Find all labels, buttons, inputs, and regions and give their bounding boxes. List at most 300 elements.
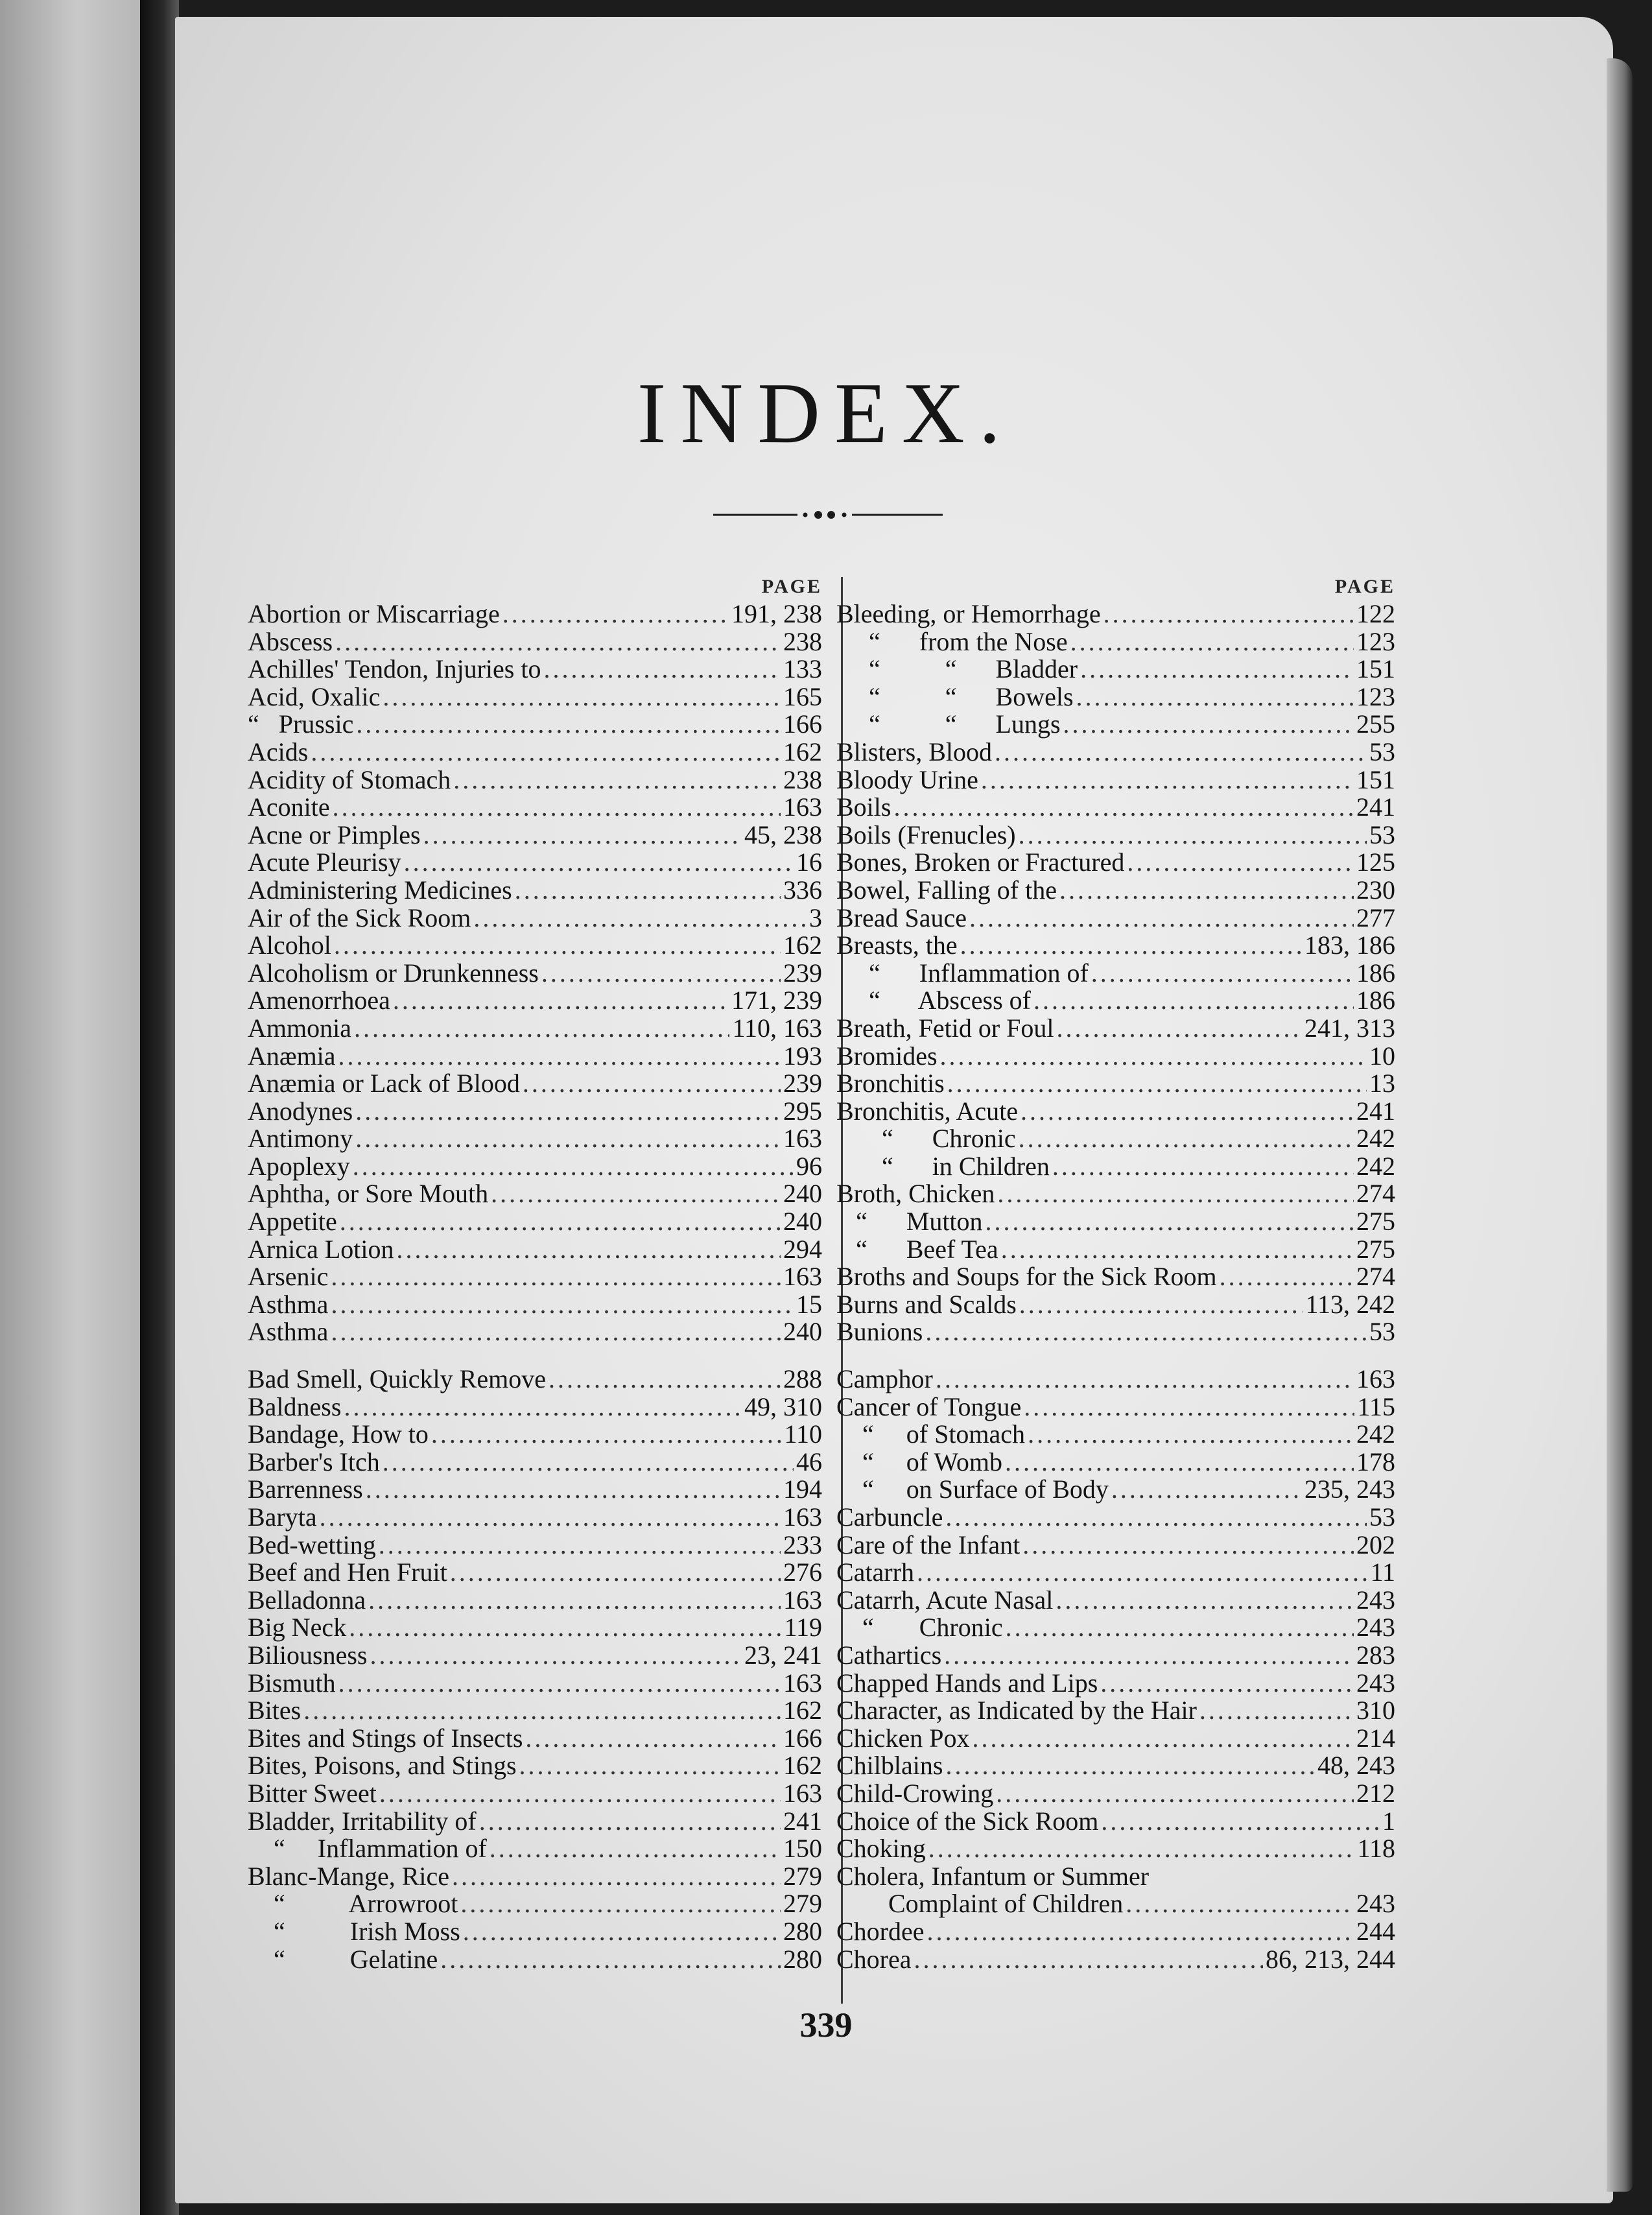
entry-page-ref: 48, 243 bbox=[1317, 1751, 1395, 1781]
index-entry bbox=[248, 1642, 822, 1670]
entry-label: “ “ Bladder bbox=[836, 654, 1078, 684]
dot-leader bbox=[917, 1559, 1368, 1587]
entry-label: Barber's Itch bbox=[248, 1447, 380, 1476]
entry-label: Anodynes bbox=[248, 1096, 353, 1126]
dot-leader bbox=[335, 628, 781, 656]
dot-leader bbox=[549, 1366, 781, 1393]
entry-label: “ Gelatine bbox=[248, 1944, 438, 1974]
dot-leader bbox=[1059, 877, 1354, 905]
dot-leader bbox=[450, 1559, 781, 1587]
index-entry bbox=[248, 711, 822, 739]
dot-leader bbox=[368, 1587, 781, 1615]
index-entry bbox=[836, 1366, 1395, 1393]
index-entry bbox=[836, 600, 1395, 628]
dot-leader bbox=[1100, 1670, 1354, 1698]
entry-page-ref: 183, 186 bbox=[1304, 930, 1395, 960]
entry-page-ref: 235, 243 bbox=[1304, 1475, 1395, 1504]
entry-page-ref: 163 bbox=[783, 1124, 822, 1154]
entry-page-ref: 46 bbox=[796, 1447, 822, 1476]
index-entry bbox=[248, 1421, 822, 1449]
entry-page-ref: 3 bbox=[809, 903, 822, 932]
entry-label: “ “ Lungs bbox=[836, 709, 1061, 739]
entry-label: Bones, Broken or Fractured bbox=[836, 847, 1125, 877]
dot-leader bbox=[973, 1725, 1354, 1753]
index-entry bbox=[836, 932, 1395, 960]
entry-page-ref: 163 bbox=[783, 1585, 822, 1615]
index-entry bbox=[836, 1642, 1395, 1670]
dot-leader bbox=[370, 1642, 742, 1670]
index-entry bbox=[248, 1532, 822, 1559]
index-entry bbox=[836, 1070, 1395, 1098]
entry-page-ref: 162 bbox=[783, 737, 822, 766]
dot-leader bbox=[334, 932, 781, 960]
entry-label: Bunions bbox=[836, 1317, 923, 1347]
dot-leader bbox=[947, 1070, 1367, 1098]
entry-label: Arsenic bbox=[248, 1262, 329, 1292]
dot-leader bbox=[1080, 656, 1354, 683]
index-entry bbox=[248, 877, 822, 905]
dot-leader bbox=[914, 1946, 1263, 1974]
dot-leader bbox=[1001, 1236, 1354, 1264]
entry-page-ref: 162 bbox=[783, 1696, 822, 1725]
index-entry bbox=[836, 1725, 1395, 1753]
entry-label: “ Arrowroot bbox=[248, 1889, 458, 1919]
entry-label: “ Irish Moss bbox=[248, 1916, 460, 1946]
page-title: INDEX. bbox=[637, 365, 1015, 461]
dot-leader bbox=[927, 1918, 1354, 1946]
dot-leader bbox=[1022, 1532, 1354, 1559]
dot-leader bbox=[333, 794, 781, 822]
index-entry bbox=[248, 1015, 822, 1043]
dot-leader bbox=[338, 1670, 781, 1698]
entry-page-ref: 275 bbox=[1356, 1234, 1395, 1264]
entry-page-ref: 230 bbox=[1356, 875, 1395, 905]
entry-page-ref: 279 bbox=[783, 1861, 822, 1891]
entry-label: Arnica Lotion bbox=[248, 1234, 394, 1264]
entry-page-ref: 241, 313 bbox=[1304, 1013, 1395, 1043]
entry-page-ref: 15 bbox=[796, 1289, 822, 1319]
dot-leader bbox=[543, 656, 781, 683]
dot-leader bbox=[331, 1291, 794, 1319]
entry-page-ref: 163 bbox=[783, 792, 822, 822]
dot-leader bbox=[1006, 1614, 1354, 1642]
index-entry bbox=[248, 1559, 822, 1587]
index-entry bbox=[248, 987, 822, 1015]
entry-label: “ of Womb bbox=[836, 1447, 1003, 1476]
index-entry bbox=[248, 1863, 822, 1891]
index-entry bbox=[836, 1043, 1395, 1071]
entry-label: Bronchitis, Acute bbox=[836, 1096, 1018, 1126]
dot-leader bbox=[541, 960, 781, 988]
index-entry bbox=[836, 1670, 1395, 1698]
entry-label: Bad Smell, Quickly Remove bbox=[248, 1364, 546, 1394]
entry-label: Aconite bbox=[248, 792, 330, 822]
index-entry bbox=[248, 1043, 822, 1071]
index-entry bbox=[248, 600, 822, 628]
dot-leader bbox=[393, 987, 729, 1015]
entry-page-ref: 125 bbox=[1356, 847, 1395, 877]
entry-page-ref: 53 bbox=[1369, 1502, 1395, 1532]
page-column-header: PAGE bbox=[761, 576, 822, 597]
index-entry bbox=[248, 1098, 822, 1126]
entry-page-ref: 53 bbox=[1369, 1317, 1395, 1347]
entry-label: Chicken Pox bbox=[836, 1723, 970, 1753]
entry-page-ref: 295 bbox=[783, 1096, 822, 1126]
page-column-header: PAGE bbox=[1334, 576, 1395, 597]
dot-leader bbox=[331, 1318, 781, 1346]
entry-label: Bites and Stings of Insects bbox=[248, 1723, 523, 1753]
entry-page-ref: 241 bbox=[1356, 1096, 1395, 1126]
dot-leader bbox=[1091, 960, 1354, 988]
dot-leader bbox=[379, 1532, 781, 1559]
dot-leader bbox=[502, 600, 729, 628]
index-entry bbox=[836, 849, 1395, 877]
index-entry bbox=[836, 1208, 1395, 1236]
dot-leader bbox=[340, 1208, 781, 1236]
entry-page-ref: 133 bbox=[783, 654, 822, 684]
dot-leader bbox=[383, 683, 781, 711]
index-entry bbox=[836, 1946, 1395, 1974]
entry-label: “ on Surface of Body bbox=[836, 1475, 1109, 1504]
entry-label: Bleeding, or Hemorrhage bbox=[836, 599, 1101, 628]
index-entry bbox=[836, 1890, 1395, 1918]
entry-page-ref: 163 bbox=[783, 1502, 822, 1532]
index-entry bbox=[248, 1263, 822, 1291]
entry-page-ref: 118 bbox=[1357, 1834, 1395, 1864]
index-entry bbox=[248, 1946, 822, 1974]
entry-label: “ in Children bbox=[836, 1151, 1050, 1181]
entry-page-ref: 274 bbox=[1356, 1179, 1395, 1209]
entry-page-ref: 277 bbox=[1356, 903, 1395, 932]
entry-label: Bromides bbox=[836, 1041, 938, 1071]
entry-page-ref: 13 bbox=[1369, 1069, 1395, 1098]
index-entry bbox=[248, 1476, 822, 1504]
entry-page-ref: 244 bbox=[1356, 1916, 1395, 1946]
dot-leader bbox=[525, 1725, 781, 1753]
dot-leader bbox=[519, 1752, 781, 1780]
dot-leader bbox=[355, 1098, 781, 1126]
index-entry bbox=[836, 1098, 1395, 1126]
dot-leader bbox=[473, 905, 807, 932]
index-entry bbox=[836, 683, 1395, 711]
entry-label: Alcohol bbox=[248, 930, 331, 960]
entry-label: Anæmia bbox=[248, 1041, 336, 1071]
entry-page-ref: 119 bbox=[784, 1613, 822, 1642]
entry-label: Air of the Sick Room bbox=[248, 903, 471, 932]
index-entry bbox=[248, 1291, 822, 1319]
entry-label: “ Chronic bbox=[836, 1613, 1003, 1642]
entry-label: “ of Stomach bbox=[836, 1419, 1026, 1449]
index-entry bbox=[836, 1125, 1395, 1153]
entry-page-ref: 163 bbox=[783, 1778, 822, 1808]
entry-label: Bitter Sweet bbox=[248, 1778, 377, 1808]
entry-page-ref: 212 bbox=[1356, 1778, 1395, 1808]
entry-label: Blanc-Mange, Rice bbox=[248, 1861, 449, 1891]
entry-page-ref: 276 bbox=[783, 1558, 822, 1587]
entry-label: Baldness bbox=[248, 1392, 342, 1421]
index-entry bbox=[248, 1180, 822, 1208]
entry-page-ref: 10 bbox=[1369, 1041, 1395, 1071]
entry-page-ref: 242 bbox=[1356, 1151, 1395, 1181]
index-entry bbox=[248, 1808, 822, 1836]
entry-label: Abscess bbox=[248, 626, 333, 656]
entry-label: Bismuth bbox=[248, 1668, 336, 1698]
dot-leader bbox=[945, 1752, 1315, 1780]
entry-label: Abortion or Miscarriage bbox=[248, 599, 500, 628]
entry-label: “ Inflammation of bbox=[248, 1834, 487, 1864]
index-entry bbox=[248, 1780, 822, 1808]
entry-label: Complaint of Children bbox=[836, 1889, 1124, 1919]
index-entry bbox=[248, 794, 822, 822]
dot-leader bbox=[985, 1208, 1354, 1236]
dot-leader bbox=[1070, 628, 1354, 656]
entry-page-ref: 202 bbox=[1356, 1530, 1395, 1559]
index-entry bbox=[248, 628, 822, 656]
dot-leader bbox=[463, 1918, 781, 1946]
entry-label: Care of the Infant bbox=[836, 1530, 1021, 1559]
dot-leader bbox=[303, 1697, 781, 1725]
dot-leader bbox=[1024, 1393, 1354, 1421]
dot-leader bbox=[331, 1263, 781, 1291]
entry-page-ref: 243 bbox=[1356, 1889, 1395, 1919]
dot-leader bbox=[940, 1043, 1367, 1071]
entry-label: Cholera, Infantum or Summer bbox=[836, 1861, 1150, 1891]
dot-leader bbox=[969, 905, 1354, 932]
index-entry bbox=[248, 1153, 822, 1181]
entry-label: “ Mutton bbox=[836, 1207, 983, 1237]
entry-label: Bronchitis bbox=[836, 1069, 945, 1098]
entry-label: Belladonna bbox=[248, 1585, 366, 1615]
index-entry bbox=[836, 1835, 1395, 1863]
index-entry bbox=[836, 1532, 1395, 1559]
entry-label: Bladder, Irritability of bbox=[248, 1806, 477, 1836]
entry-page-ref: 238 bbox=[783, 764, 822, 794]
entry-label: Asthma bbox=[248, 1289, 329, 1319]
entry-page-ref: 163 bbox=[783, 1262, 822, 1292]
dot-leader bbox=[354, 1015, 730, 1043]
dot-leader bbox=[936, 1366, 1354, 1393]
dot-leader bbox=[311, 739, 781, 766]
entry-page-ref: 274 bbox=[1356, 1262, 1395, 1292]
index-entry bbox=[836, 794, 1395, 822]
entry-page-ref: 243 bbox=[1356, 1668, 1395, 1698]
entry-page-ref: 280 bbox=[783, 1916, 822, 1946]
entry-page-ref: 163 bbox=[783, 1668, 822, 1698]
dot-leader bbox=[423, 822, 742, 849]
entry-page-ref: 239 bbox=[783, 1069, 822, 1098]
entry-label: Acidity of Stomach bbox=[248, 764, 451, 794]
entry-label: “ “ Bowels bbox=[836, 681, 1074, 711]
entry-label: Apoplexy bbox=[248, 1151, 350, 1181]
entry-page-ref: 288 bbox=[783, 1364, 822, 1394]
dot-leader bbox=[397, 1236, 781, 1264]
index-entry bbox=[248, 960, 822, 988]
entry-label: Administering Medicines bbox=[248, 875, 512, 905]
entry-page-ref: 275 bbox=[1356, 1207, 1395, 1237]
dot-leader bbox=[355, 1125, 781, 1153]
index-entry bbox=[836, 1559, 1395, 1587]
entry-page-ref: 86, 213, 244 bbox=[1266, 1944, 1395, 1974]
entry-label: Baryta bbox=[248, 1502, 317, 1532]
entry-label: Barrenness bbox=[248, 1475, 363, 1504]
entry-page-ref: 242 bbox=[1356, 1124, 1395, 1154]
entry-page-ref: 238 bbox=[783, 626, 822, 656]
index-entry bbox=[836, 1587, 1395, 1615]
entry-page-ref: 194 bbox=[783, 1475, 822, 1504]
dot-leader bbox=[356, 711, 781, 739]
entry-page-ref: 280 bbox=[783, 1944, 822, 1974]
dot-leader bbox=[460, 1890, 781, 1918]
dot-leader bbox=[366, 1476, 781, 1504]
entry-label: Breath, Fetid or Foul bbox=[836, 1013, 1054, 1043]
index-entry bbox=[836, 1153, 1395, 1181]
entry-page-ref: 23, 241 bbox=[744, 1640, 822, 1670]
index-entry bbox=[836, 1476, 1395, 1504]
entry-page-ref: 193 bbox=[783, 1041, 822, 1071]
dot-leader bbox=[452, 1863, 781, 1891]
dot-leader bbox=[1199, 1697, 1354, 1725]
index-entry bbox=[248, 1670, 822, 1698]
index-entry bbox=[836, 1504, 1395, 1532]
entry-label: Antimony bbox=[248, 1124, 353, 1154]
entry-page-ref: 186 bbox=[1356, 958, 1395, 988]
entry-page-ref: 151 bbox=[1356, 654, 1395, 684]
entry-label: Biliousness bbox=[248, 1640, 368, 1670]
dot-leader bbox=[893, 794, 1354, 822]
entry-page-ref: 151 bbox=[1356, 764, 1395, 794]
entry-page-ref: 283 bbox=[1356, 1640, 1395, 1670]
index-entry bbox=[836, 1393, 1395, 1421]
dot-leader bbox=[379, 1780, 781, 1808]
dot-leader bbox=[1019, 822, 1367, 849]
entry-page-ref: 11 bbox=[1370, 1558, 1395, 1587]
entry-page-ref: 241 bbox=[1356, 792, 1395, 822]
dot-leader bbox=[523, 1070, 781, 1098]
dot-leader bbox=[515, 877, 781, 905]
dot-leader bbox=[1220, 1263, 1354, 1291]
entry-label: Chorea bbox=[836, 1944, 912, 1974]
dot-leader bbox=[431, 1421, 782, 1449]
dot-leader bbox=[440, 1946, 781, 1974]
entry-label: Choking bbox=[836, 1834, 926, 1864]
entry-page-ref: 53 bbox=[1369, 737, 1395, 766]
entry-page-ref: 171, 239 bbox=[731, 986, 822, 1015]
index-entry bbox=[248, 683, 822, 711]
entry-page-ref: 96 bbox=[796, 1151, 822, 1181]
index-entry bbox=[248, 1318, 822, 1346]
entry-page-ref: 243 bbox=[1356, 1585, 1395, 1615]
entry-page-ref: 242 bbox=[1356, 1419, 1395, 1449]
index-entry bbox=[248, 1835, 822, 1863]
entry-page-ref: 243 bbox=[1356, 1613, 1395, 1642]
dot-leader bbox=[928, 1835, 1355, 1863]
entry-label: Boils (Frenucles) bbox=[836, 820, 1016, 849]
index-entry bbox=[248, 1208, 822, 1236]
dot-leader bbox=[995, 739, 1367, 766]
page-number: 339 bbox=[799, 2006, 853, 2044]
entry-label: Catarrh bbox=[836, 1558, 914, 1587]
entry-label: Aphtha, or Sore Mouth bbox=[248, 1179, 489, 1209]
dot-leader bbox=[1111, 1476, 1302, 1504]
index-entry bbox=[248, 822, 822, 849]
index-entry bbox=[836, 1780, 1395, 1808]
entry-label: Acne or Pimples bbox=[248, 820, 421, 849]
entry-page-ref: 255 bbox=[1356, 709, 1395, 739]
entry-page-ref: 162 bbox=[783, 930, 822, 960]
entry-label: Catarrh, Acute Nasal bbox=[836, 1585, 1054, 1615]
entry-label: Bites bbox=[248, 1696, 301, 1725]
entry-label: Bandage, How to bbox=[248, 1419, 429, 1449]
dot-leader bbox=[490, 1835, 781, 1863]
dot-leader bbox=[996, 1780, 1354, 1808]
index-entry bbox=[248, 1614, 822, 1642]
index-entry bbox=[836, 1863, 1395, 1891]
index-entry bbox=[248, 1918, 822, 1946]
entry-label: Chilblains bbox=[836, 1751, 943, 1781]
entry-label: Blisters, Blood bbox=[836, 737, 993, 766]
entry-page-ref: 186 bbox=[1356, 986, 1395, 1015]
entry-label: Child-Crowing bbox=[836, 1778, 994, 1808]
entry-page-ref: 191, 238 bbox=[731, 599, 822, 628]
index-entry bbox=[836, 1180, 1395, 1208]
index-entry bbox=[248, 1070, 822, 1098]
dot-leader bbox=[479, 1808, 781, 1836]
dot-leader bbox=[944, 1642, 1354, 1670]
dot-leader bbox=[1127, 849, 1354, 877]
dot-leader bbox=[1028, 1421, 1354, 1449]
entry-page-ref: 233 bbox=[783, 1530, 822, 1559]
index-entry bbox=[836, 1236, 1395, 1264]
entry-page-ref: 166 bbox=[783, 1723, 822, 1753]
index-entry bbox=[836, 656, 1395, 683]
index-entry bbox=[248, 1449, 822, 1476]
index-entry bbox=[248, 905, 822, 932]
dot-leader bbox=[1076, 683, 1354, 711]
book-gutter bbox=[140, 0, 179, 2215]
index-entry bbox=[248, 766, 822, 794]
entry-page-ref: 166 bbox=[783, 709, 822, 739]
entry-label: Chapped Hands and Lips bbox=[836, 1668, 1098, 1698]
dot-leader bbox=[353, 1153, 794, 1181]
index-entry bbox=[836, 987, 1395, 1015]
entry-page-ref: 113, 242 bbox=[1305, 1289, 1395, 1319]
dot-leader bbox=[960, 932, 1302, 960]
dot-leader bbox=[349, 1614, 781, 1642]
entry-label: Bloody Urine bbox=[836, 764, 978, 794]
entry-page-ref: 336 bbox=[783, 875, 822, 905]
entry-page-ref: 1 bbox=[1382, 1806, 1395, 1836]
index-entry bbox=[836, 628, 1395, 656]
entry-label: Alcoholism or Drunkenness bbox=[248, 958, 539, 988]
entry-label: Bowel, Falling of the bbox=[836, 875, 1057, 905]
entry-label: Choice of the Sick Room bbox=[836, 1806, 1099, 1836]
entry-page-ref: 241 bbox=[783, 1806, 822, 1836]
entry-label: Camphor bbox=[836, 1364, 933, 1394]
index-entry bbox=[836, 1449, 1395, 1476]
index-entry bbox=[248, 1752, 822, 1780]
dot-leader bbox=[925, 1318, 1367, 1346]
index-entry bbox=[836, 1421, 1395, 1449]
entry-label: Bed-wetting bbox=[248, 1530, 376, 1559]
entry-page-ref: 165 bbox=[783, 681, 822, 711]
index-entry bbox=[836, 1291, 1395, 1319]
entry-label: Big Neck bbox=[248, 1613, 347, 1642]
entry-page-ref: 123 bbox=[1356, 681, 1395, 711]
dot-leader bbox=[1021, 1098, 1354, 1126]
index-entry bbox=[836, 766, 1395, 794]
dot-leader bbox=[1052, 1153, 1354, 1181]
entry-label: Broth, Chicken bbox=[836, 1179, 995, 1209]
